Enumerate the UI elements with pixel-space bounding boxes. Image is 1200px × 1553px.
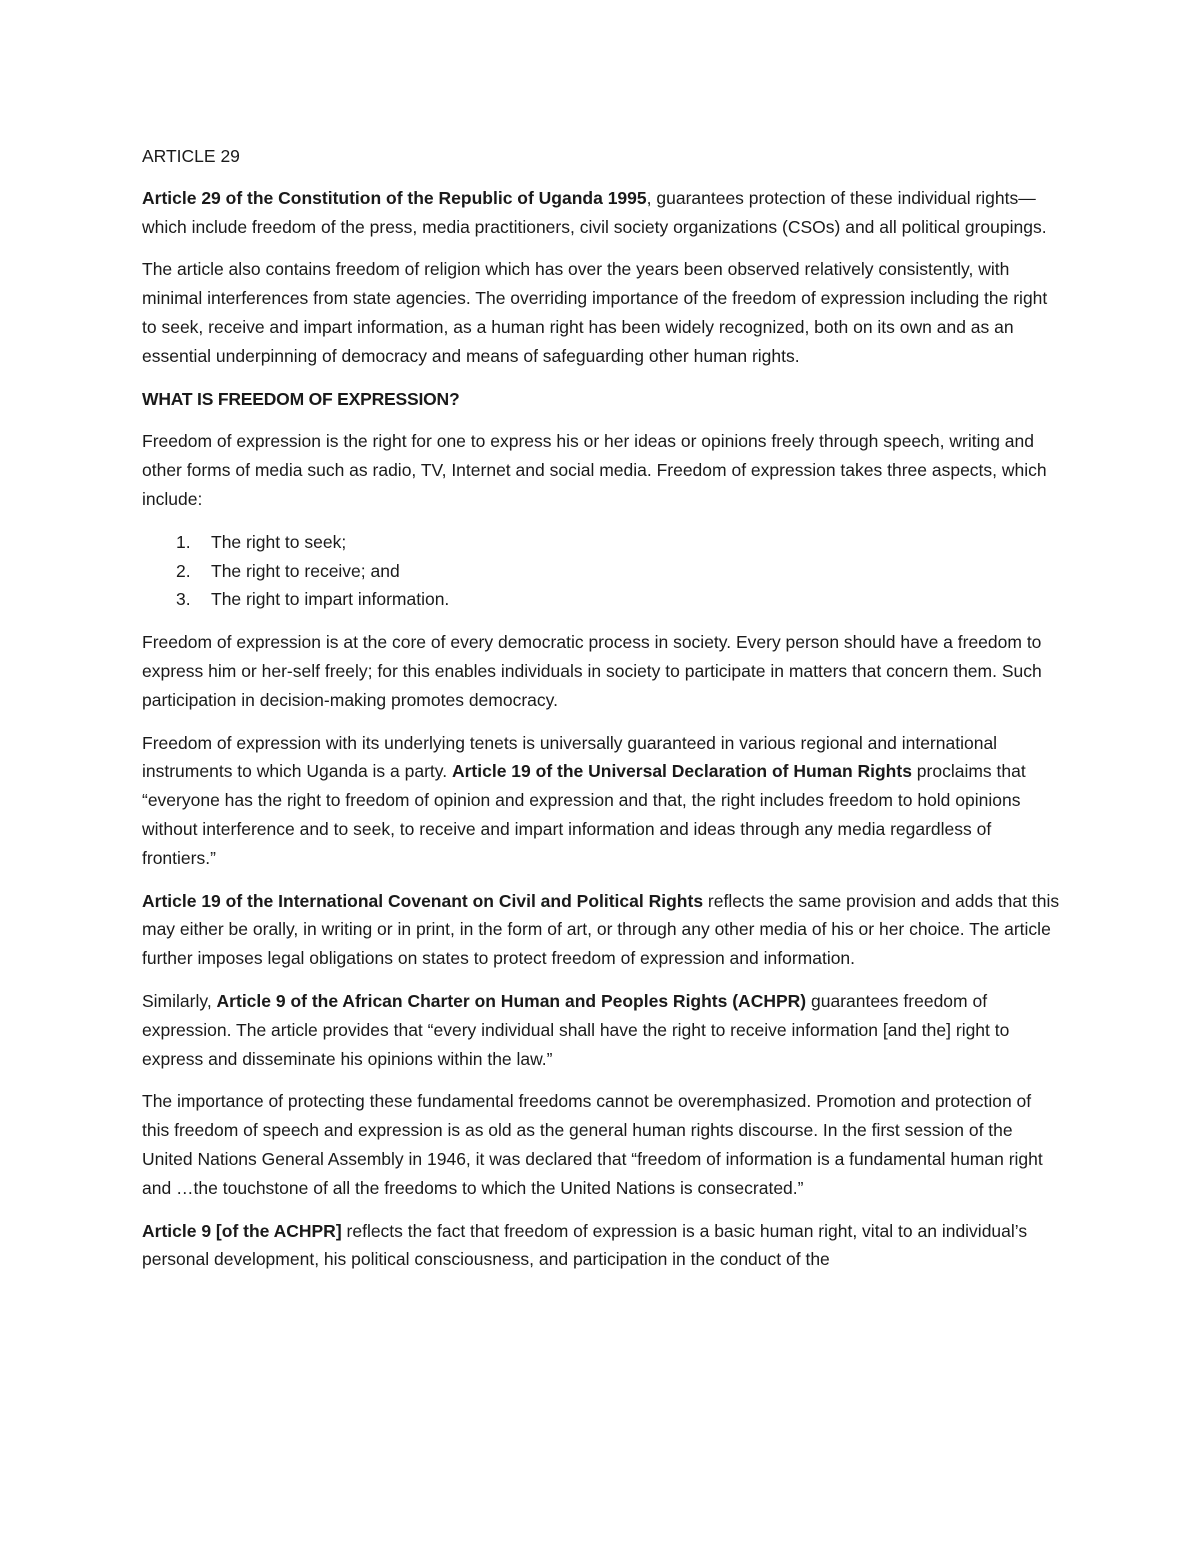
paragraph-iccpr: [142, 887, 1062, 973]
paragraph-constitution: [142, 184, 1062, 242]
document-body: [142, 142, 1062, 1288]
paragraph-text: reflects the fact that freedom of expression is a basic human right, vital to an individual’s personal development, his political consciousness, and participation in the conduct of the: [142, 1220, 1028, 1270]
paragraph-democracy: [142, 628, 1062, 714]
list-item-text: The right to seek;: [211, 531, 347, 552]
list-item-text: The right to receive; and: [211, 560, 400, 581]
paragraph-text: , guarantees protection of these individual rights—which include freedom of the press, media practitioners, civil society organizations (CSOs) and all political groupings.: [142, 187, 1047, 237]
paragraph-text: guarantees freedom of expression. The article provides that “every individual shall have the right to receive information [and the] right to express and disseminate his opinions within the law.”: [142, 990, 1010, 1069]
paragraph-text: Freedom of expression with its underlying tenets is universally guaranteed in various regional and international instruments to which Uganda is a party.: [142, 732, 998, 782]
aspects-list: [142, 528, 1062, 614]
list-number: 1.: [176, 531, 191, 552]
bold-reference: Article 9 [of the ACHPR]: [142, 1220, 342, 1241]
paragraph-importance: [142, 1087, 1062, 1202]
list-number: 3.: [176, 589, 191, 610]
list-item-text: The right to impart information.: [211, 589, 450, 610]
list-item: [142, 557, 1062, 586]
paragraph-udhr: [142, 729, 1062, 873]
paragraph-text: Freedom of expression is at the core of every democratic process in society. Every person should have a freedom to express him or her-self freely; for this enables individuals in society to participate in matters that concern them. Such participation in decision-making promotes democracy.: [142, 632, 1042, 710]
paragraph-text: Freedom of expression is the right for one to express his or her ideas or opinions freely through speech, writing and other forms of media such as radio, TV, Internet and social media. Freedom of expression takes three aspects, which include:: [142, 431, 1047, 509]
paragraph-achpr: [142, 987, 1062, 1073]
paragraph-text: The article also contains freedom of religion which has over the years been observed relatively consistently, with minimal interferences from state agencies. The overriding importance of the freedom of expression including the right to seek, receive and impart information, as a human right has been widely recognized, both on its own and as an essential underpinning of democracy and means of safeguarding other human rights.: [142, 259, 1048, 366]
bold-reference: Article 19 of the Universal Declaration of Human Rights: [451, 761, 912, 782]
paragraph-text: The importance of protecting these fundamental freedoms cannot be overemphasized. Promotion and protection of this freedom of speech and expression is as old as the general human rights discourse. In the first session of the United Nations General Assembly in 1946, it was declared that “freedom of information is a fundamental human right and …the touchstone of all the freedoms to which the United Nations is consecrated.”: [142, 1091, 1043, 1198]
list-number: 2.: [176, 560, 191, 581]
list-item: [142, 528, 1062, 557]
bold-reference: Article 9 of the African Charter on Human and Peoples Rights (ACHPR): [216, 990, 807, 1011]
paragraph-religion: [142, 255, 1062, 370]
paragraph-article-9: [142, 1217, 1062, 1275]
paragraph-definition: [142, 427, 1062, 513]
document-title: ARTICLE 29: [142, 146, 240, 166]
section-heading: WHAT IS FREEDOM OF EXPRESSION?: [142, 388, 460, 409]
paragraph-text: Similarly,: [142, 990, 217, 1011]
paragraph-text: proclaims that “everyone has the right to freedom of opinion and expression and that, the right includes freedom to hold opinions without interference and to seek, to receive and impart information and ideas through any media regardless of frontiers.”: [142, 761, 1026, 868]
list-item: [142, 585, 1062, 614]
bold-reference: Article 29 of the Constitution of the Republic of Uganda 1995: [142, 187, 647, 208]
bold-reference: Article 19 of the International Covenant on Civil and Political Rights: [142, 890, 704, 911]
paragraph-text: reflects the same provision and adds that this may either be orally, in writing or in print, in the form of art, or through any other media of his or her choice. The article further imposes legal obligations on states to protect freedom of expression and information.: [142, 890, 1060, 969]
